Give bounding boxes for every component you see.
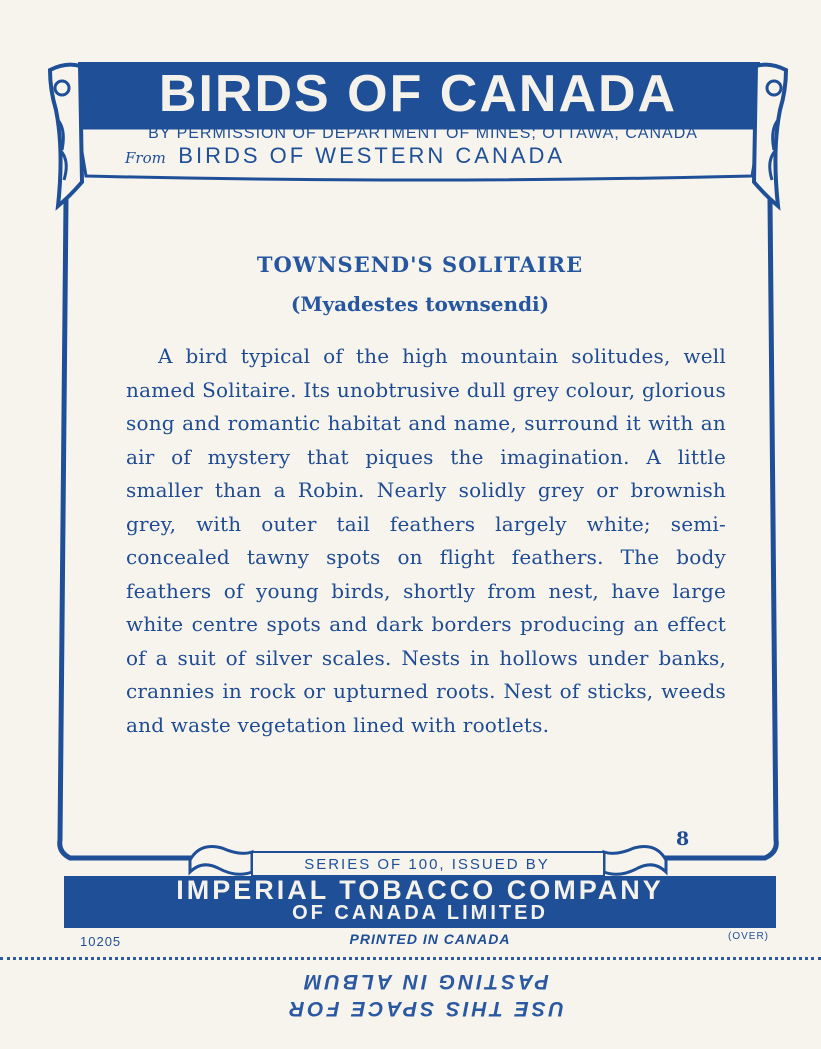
footer-left-scroll [190, 847, 252, 875]
card-number: 8 [676, 828, 690, 850]
company-subtitle: OF CANADA LIMITED [292, 902, 548, 924]
paste-instruction [240, 968, 610, 1022]
description-text: A bird typical of the high mountain solitudes, well named Solitaire. Its unobtrusive dull grey colour, glorious song and romantic habitat and name, surround it with an air of mystery that piques the imagination. A little smaller than a Robin. Nearly solidly grey or brownish grey, with outer tail feathers largely white; semi-concealed tawny spots on flight feathers. The body feathers of young birds, shortly from nest, have large white centre spots and dark borders producing an effect of a suit of silver scales. Nests in hollows under banks, crannies in rock or upturned roots. Nest of sticks, weeds and waste vegetation lined with rootlets. [126, 344, 726, 737]
over-label: (OVER) [728, 931, 769, 942]
footer-right-scroll [604, 847, 666, 875]
card-title: BIRDS OF CANADA [158, 65, 678, 123]
species-description [126, 340, 726, 742]
source-line [125, 143, 745, 169]
cut-line [0, 957, 821, 960]
species-name: TOWNSEND'S SOLITAIRE [256, 252, 584, 277]
paste-line-1: USE THIS SPACE FOR [286, 997, 564, 1020]
source-title: BIRDS OF WESTERN CANADA [178, 143, 566, 168]
permission-line: BY PERMISSION OF DEPARTMENT OF MINES; OTTAWA, CANADA [148, 125, 698, 142]
latin-name: (Myadestes townsendi) [290, 292, 550, 316]
series-line: SERIES OF 100, ISSUED BY [304, 856, 550, 873]
catalog-code: 10205 [80, 934, 122, 949]
paste-line-2: PASTING IN ALBUM [301, 970, 549, 993]
printed-in: PRINTED IN CANADA [349, 931, 511, 947]
company-name: IMPERIAL TOBACCO COMPANY [176, 875, 664, 905]
from-label: From [125, 149, 166, 167]
